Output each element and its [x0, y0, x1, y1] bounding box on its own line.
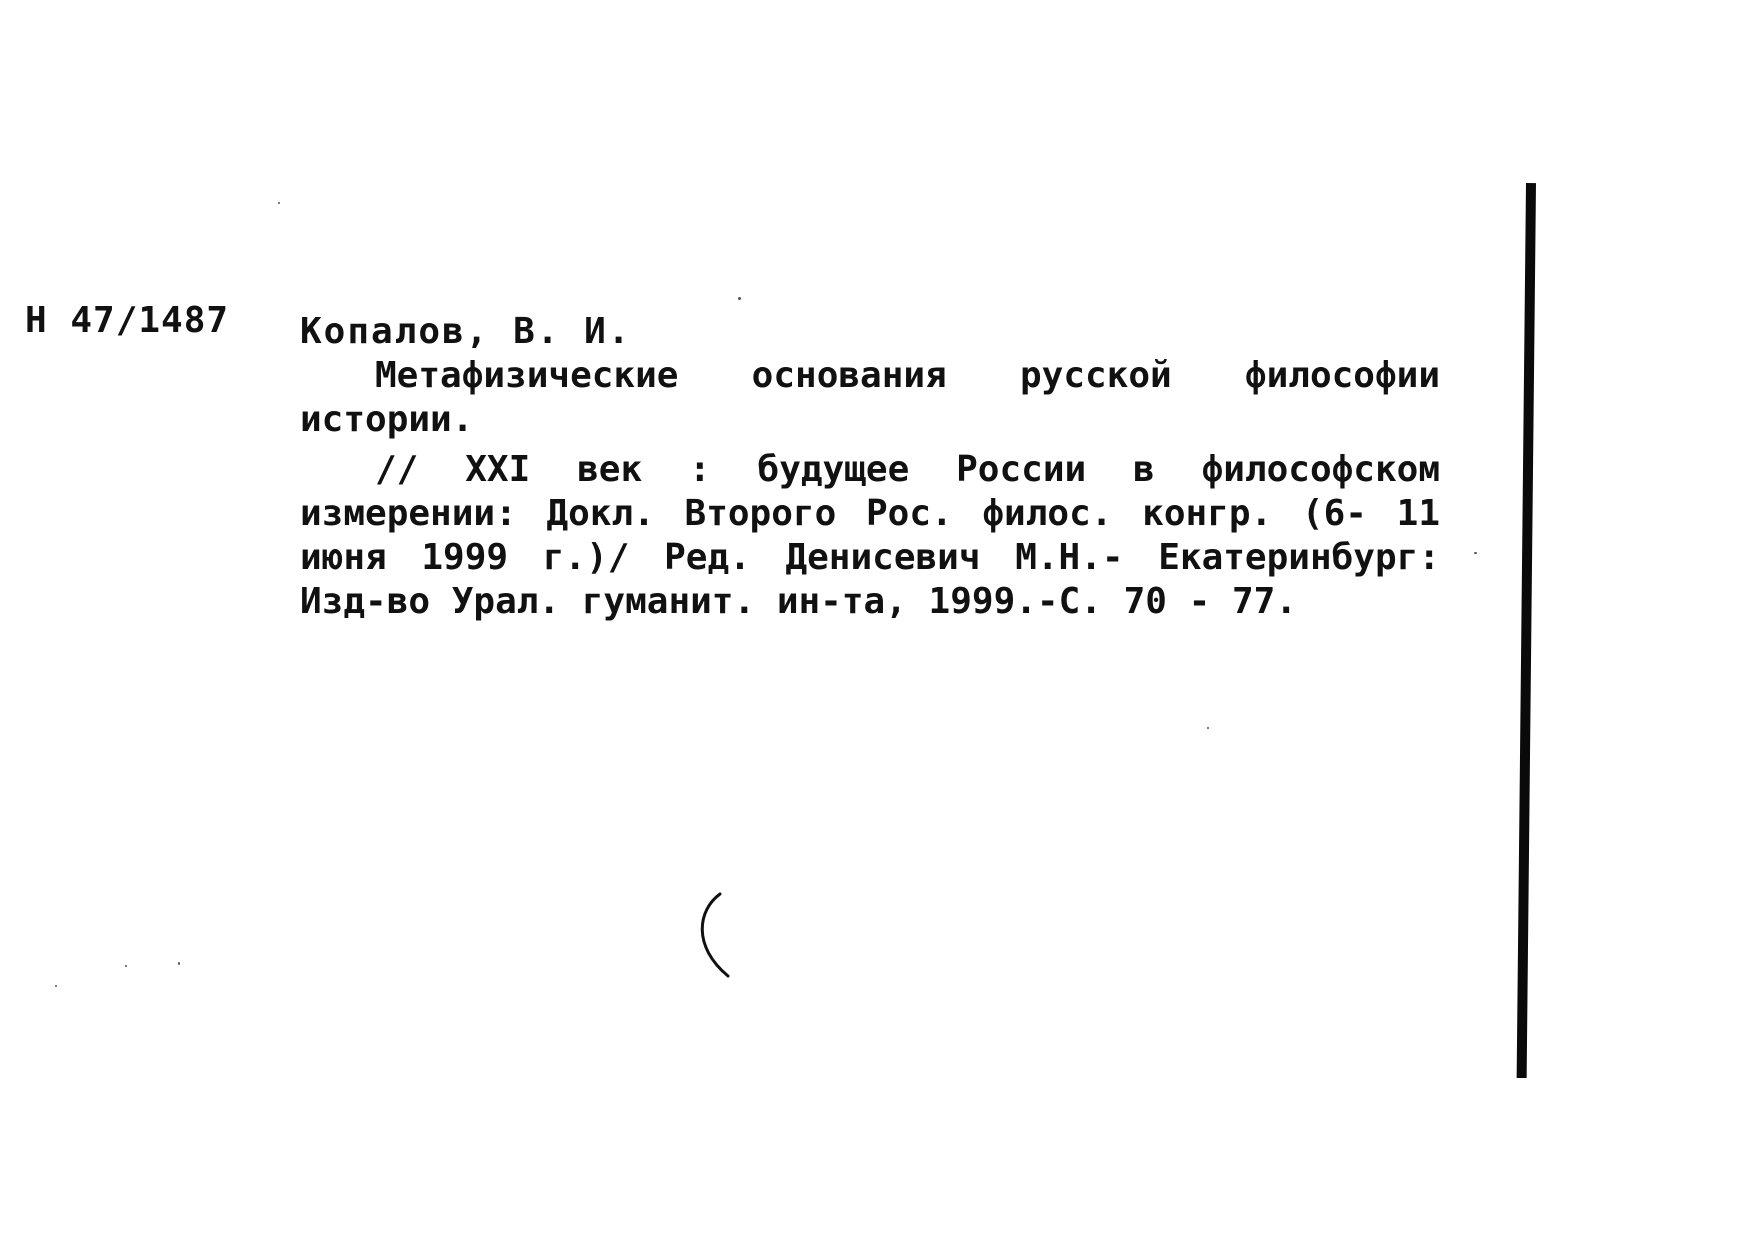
scan-speck	[55, 985, 57, 987]
scan-speck	[738, 297, 741, 300]
scan-speck	[178, 962, 180, 965]
work-title: Метафизические основания русской философии истории.	[300, 355, 1440, 440]
punch-hole-arc	[688, 890, 748, 980]
scan-speck	[278, 202, 280, 204]
source-citation: // XXI век : будущее России в философском измерении: Докл. Второго Рос. филос. конгр. (6- 11 июня 1999 г.)/ Ред. Денисевич М.Н.- Екатеринбург: Изд-во Урал. гуманит. ин-та, 1999.-С. 70 - 77.	[300, 449, 1440, 622]
scan-speck	[125, 965, 127, 967]
scan-speck	[1207, 727, 1209, 729]
bibliographic-entry	[300, 310, 1440, 624]
card-right-border-line	[1517, 183, 1536, 1078]
scan-speck	[1474, 552, 1477, 554]
shelfmark: Н 47/1487	[25, 300, 230, 341]
author-heading: Копалов, В. И.	[300, 311, 632, 352]
